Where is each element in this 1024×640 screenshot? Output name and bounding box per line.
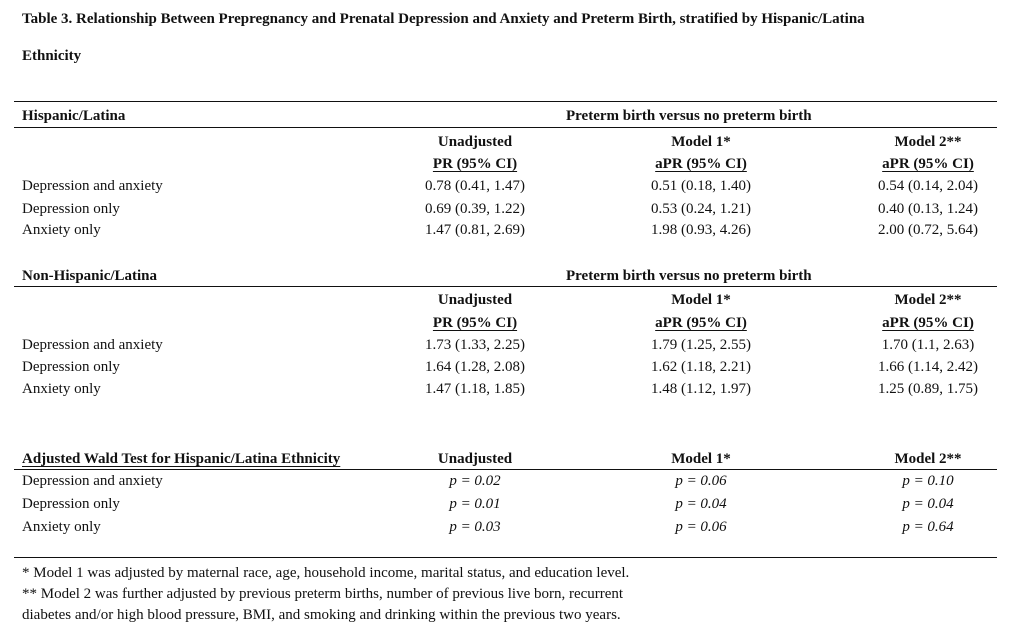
s2-row2-model1: 1.62 (1.18, 2.21) — [651, 359, 751, 375]
section1-label: Hispanic/Latina — [22, 108, 126, 124]
section2-label: Non-Hispanic/Latina — [22, 268, 158, 284]
s3-row3-model1: p = 0.06 — [675, 519, 727, 535]
s3-row3-unadjusted: p = 0.03 — [449, 519, 501, 535]
s2-col1-subhead: PR (95% CI) — [432, 315, 518, 331]
s3-row3-model2: p = 0.64 — [902, 519, 954, 535]
s1-col1-subhead: PR (95% CI) — [432, 156, 518, 172]
s2-row3-model1: 1.48 (1.12, 1.97) — [651, 381, 751, 397]
s3-row2-model1: p = 0.04 — [675, 496, 727, 512]
s3-col1-head: Unadjusted — [437, 451, 513, 467]
s1-col3-head: Model 2** — [894, 134, 962, 150]
s1-row2-unadjusted: 0.69 (0.39, 1.22) — [425, 201, 525, 217]
s2-row3-unadjusted: 1.47 (1.18, 1.85) — [425, 381, 525, 397]
s1-col2-head: Model 1* — [671, 134, 731, 150]
s3-col3-head: Model 2** — [894, 451, 962, 467]
s1-col3-subhead: aPR (95% CI) — [882, 156, 974, 172]
s2-row3-model2: 1.25 (0.89, 1.75) — [878, 381, 978, 397]
s1-row1-unadjusted: 0.78 (0.41, 1.47) — [425, 178, 525, 194]
s2-col1-head: Unadjusted — [437, 292, 513, 308]
s1-row3-model2: 2.00 (0.72, 5.64) — [878, 222, 978, 238]
bottom-rule — [14, 557, 997, 558]
s3-row1-model2: p = 0.10 — [902, 473, 954, 489]
s2-row2-unadjusted: 1.64 (1.28, 2.08) — [425, 359, 525, 375]
footnote-model2-continued: diabetes and/or high blood pressure, BMI, and smoking and drinking within the previous two years. — [22, 607, 621, 623]
s3-row2-model2: p = 0.04 — [902, 496, 954, 512]
s1-row2-label: Depression only — [22, 201, 120, 217]
table-title-continued: Ethnicity — [22, 48, 82, 64]
top-rule — [14, 101, 997, 102]
s2-col2-subhead: aPR (95% CI) — [655, 315, 747, 331]
s1-col1-head: Unadjusted — [437, 134, 513, 150]
s1-row2-model2: 0.40 (0.13, 1.24) — [878, 201, 978, 217]
table-title: Table 3. Relationship Between Prepregnancy and Prenatal Depression and Anxiety and Preterm Birth, stratified by Hispanic/Latina — [22, 11, 865, 27]
section3-label: Adjusted Wald Test for Hispanic/Latina Ethnicity — [22, 451, 341, 467]
s2-col2-head: Model 1* — [671, 292, 731, 308]
footnote-model2: ** Model 2 was further adjusted by previous preterm births, number of previous live born, recurrent — [22, 586, 624, 602]
s1-row1-label: Depression and anxiety — [22, 178, 163, 194]
s2-row1-model1: 1.79 (1.25, 2.55) — [651, 337, 751, 353]
footnote-model1: * Model 1 was adjusted by maternal race, age, household income, marital status, and education level. — [22, 565, 630, 581]
s1-row3-unadjusted: 1.47 (0.81, 2.69) — [425, 222, 525, 238]
s2-col3-head: Model 2** — [894, 292, 962, 308]
section1-spanner: Preterm birth versus no preterm birth — [566, 108, 812, 124]
s3-row2-label: Depression only — [22, 496, 120, 512]
s2-row2-model2: 1.66 (1.14, 2.42) — [878, 359, 978, 375]
s2-row1-label: Depression and anxiety — [22, 337, 163, 353]
s1-row1-model2: 0.54 (0.14, 2.04) — [878, 178, 978, 194]
s1-row1-model1: 0.51 (0.18, 1.40) — [651, 178, 751, 194]
s3-row1-label: Depression and anxiety — [22, 473, 163, 489]
s2-row2-label: Depression only — [22, 359, 120, 375]
s2-row1-model2: 1.70 (1.1, 2.63) — [881, 337, 975, 353]
s2-row3-label: Anxiety only — [22, 381, 101, 397]
s2-col3-subhead: aPR (95% CI) — [882, 315, 974, 331]
s3-row3-label: Anxiety only — [22, 519, 101, 535]
s1-row3-model1: 1.98 (0.93, 4.26) — [651, 222, 751, 238]
s3-row2-unadjusted: p = 0.01 — [449, 496, 501, 512]
s2-row1-unadjusted: 1.73 (1.33, 2.25) — [425, 337, 525, 353]
section2-header-rule — [14, 286, 997, 287]
section3-header-rule — [14, 469, 997, 470]
s3-col2-head: Model 1* — [671, 451, 731, 467]
s3-row1-unadjusted: p = 0.02 — [449, 473, 501, 489]
s1-row3-label: Anxiety only — [22, 222, 101, 238]
section2-spanner: Preterm birth versus no preterm birth — [566, 268, 812, 284]
section1-header-rule — [14, 127, 997, 128]
s1-col2-subhead: aPR (95% CI) — [655, 156, 747, 172]
s1-row2-model1: 0.53 (0.24, 1.21) — [651, 201, 751, 217]
s3-row1-model1: p = 0.06 — [675, 473, 727, 489]
